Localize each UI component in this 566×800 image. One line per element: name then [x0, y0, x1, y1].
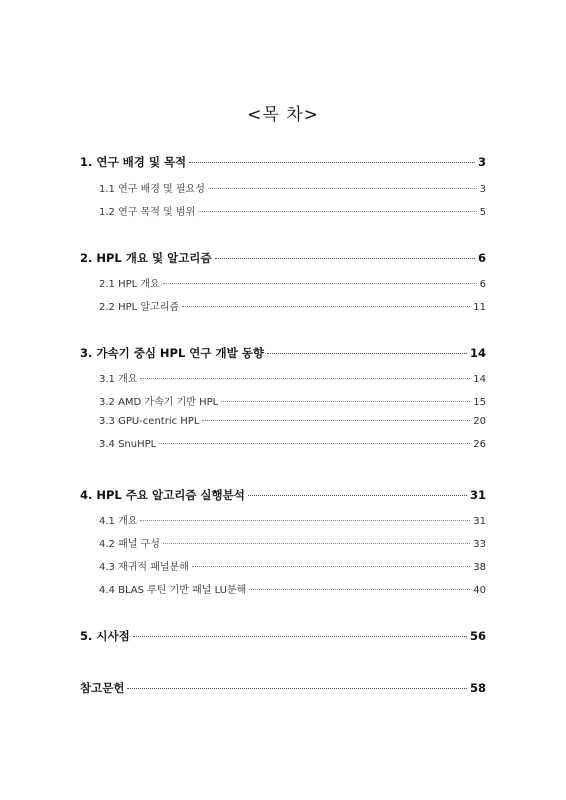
dot-leader — [267, 353, 467, 354]
dot-leader — [133, 636, 467, 637]
toc-page-number: 14 — [469, 346, 486, 360]
toc-entry-label: 4.3 재귀적 패널분해 — [99, 562, 189, 573]
dot-leader — [202, 420, 470, 421]
dot-leader — [208, 188, 477, 189]
toc-page-number: 33 — [473, 539, 486, 550]
dot-leader — [189, 162, 475, 163]
toc-section[interactable] — [99, 275, 486, 290]
toc-page-number: 26 — [473, 439, 486, 450]
toc-page-number: 14 — [473, 374, 486, 385]
toc-page-number: 31 — [473, 516, 486, 527]
toc-entry-label: 참고문헌 — [80, 681, 125, 695]
toc-section[interactable] — [99, 203, 486, 218]
dot-leader — [140, 520, 470, 521]
dot-leader — [140, 378, 470, 379]
toc-page-number: 38 — [473, 562, 486, 573]
toc-entry-label: 2.2 HPL 알고리즘 — [99, 302, 180, 313]
toc-chapter[interactable] — [80, 250, 486, 266]
toc-section[interactable] — [99, 558, 486, 573]
toc-chapter[interactable] — [80, 154, 486, 170]
toc-page-number: 6 — [479, 279, 486, 290]
toc-page-number: 31 — [469, 488, 486, 502]
toc-entry-label: 3. 가속기 중심 HPL 연구 개발 동향 — [80, 346, 264, 360]
toc-section[interactable] — [99, 393, 486, 408]
dot-leader — [249, 589, 470, 590]
toc-entry-label: 4. HPL 주요 알고리즘 실행분석 — [80, 488, 245, 502]
toc-page-number: 56 — [469, 629, 486, 643]
toc-section[interactable] — [99, 370, 486, 385]
dot-leader — [127, 688, 467, 689]
dot-leader — [215, 258, 475, 259]
toc-title: <목 차> — [247, 105, 319, 125]
dot-leader — [221, 401, 470, 402]
dot-leader — [192, 566, 470, 567]
toc-section[interactable] — [99, 535, 486, 550]
dot-leader — [159, 443, 470, 444]
toc-entry-label: 4.4 BLAS 루틴 기반 패널 LU분해 — [99, 585, 247, 596]
toc-chapter[interactable] — [80, 628, 486, 644]
toc-entry-label: 3.1 개요 — [99, 374, 138, 385]
toc-chapter[interactable] — [80, 680, 486, 696]
toc-page-number: 40 — [473, 585, 486, 596]
toc-page-number: 15 — [473, 397, 486, 408]
toc-section[interactable] — [99, 416, 486, 427]
toc-entry-label: 2.1 HPL 개요 — [99, 279, 160, 290]
toc-page-number: 58 — [469, 681, 486, 695]
toc-page-number: 5 — [479, 207, 486, 218]
toc-entry-label: 2. HPL 개요 및 알고리즘 — [80, 251, 212, 265]
dot-leader — [198, 211, 476, 212]
toc-page-number: 6 — [477, 251, 486, 265]
toc-entry-label: 3.4 SnuHPL — [99, 439, 157, 450]
toc-entry-label: 3.2 AMD 가속기 기반 HPL — [99, 397, 219, 408]
toc-section[interactable] — [99, 298, 486, 313]
dot-leader — [182, 306, 470, 307]
toc-entry-label: 1.2 연구 목적 및 범위 — [99, 207, 196, 218]
toc-chapter[interactable] — [80, 345, 486, 361]
toc-page-number: 11 — [473, 302, 486, 313]
toc-entry-label: 5. 시사점 — [80, 629, 130, 643]
toc-entry-label: 4.1 개요 — [99, 516, 138, 527]
toc-page-number: 3 — [477, 155, 486, 169]
toc-section[interactable] — [99, 512, 486, 527]
toc-section[interactable] — [99, 439, 486, 450]
dot-leader — [163, 283, 477, 284]
toc-entry-label: 1.1 연구 배경 및 필요성 — [99, 184, 205, 195]
toc-section[interactable] — [99, 581, 486, 596]
toc-entry-label: 1. 연구 배경 및 목적 — [80, 155, 187, 169]
toc-page-number: 3 — [479, 184, 486, 195]
dot-leader — [248, 495, 467, 496]
dot-leader — [163, 543, 470, 544]
toc-page-number: 20 — [473, 416, 486, 427]
toc-section[interactable] — [99, 180, 486, 195]
toc-entry-label: 4.2 패널 구성 — [99, 539, 160, 550]
toc-entry-label: 3.3 GPU-centric HPL — [99, 416, 200, 427]
toc-chapter[interactable] — [80, 487, 486, 503]
